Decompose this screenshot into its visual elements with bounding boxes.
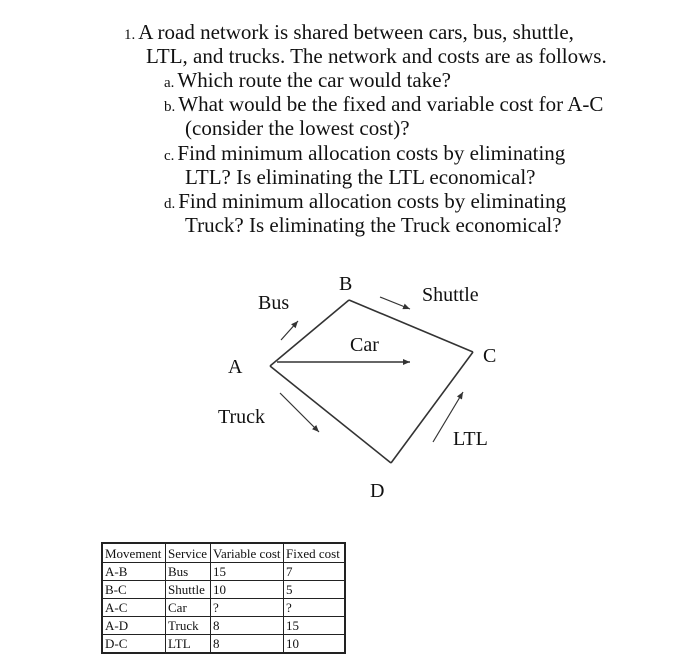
question-number: 1.	[124, 27, 136, 43]
table-header-row	[103, 544, 345, 563]
part-a-text: Which route the car would take?	[177, 68, 451, 92]
cell-service: Car	[166, 599, 211, 617]
part-d-text-1: Find minimum allocation costs by eliminating	[178, 189, 567, 213]
cell-fixed-cost: ?	[284, 599, 345, 617]
cell-movement: A-D	[103, 617, 166, 635]
header-fixed-cost: Fixed cost	[284, 544, 345, 563]
cell-movement: B-C	[103, 581, 166, 599]
part-d-text-2: Truck? Is eliminating the Truck economical?	[185, 213, 562, 237]
table-row	[103, 617, 345, 635]
cell-service: Truck	[166, 617, 211, 635]
part-c-text-2: LTL? Is eliminating the LTL economical?	[185, 165, 536, 189]
cell-fixed-cost: 10	[284, 635, 345, 653]
question-intro-2: LTL, and trucks. The network and costs are as follows.	[146, 44, 607, 68]
cell-fixed-cost: 15	[284, 617, 345, 635]
node-c-label: C	[483, 345, 497, 367]
ltl-label: LTL	[453, 428, 488, 450]
car-label: Car	[350, 334, 379, 356]
cell-movement: D-C	[103, 635, 166, 653]
table-row	[103, 581, 345, 599]
truck-label: Truck	[218, 406, 266, 428]
part-c-text-1: Find minimum allocation costs by eliminating	[177, 141, 566, 165]
part-d-letter: d.	[164, 196, 176, 212]
cost-table	[102, 543, 345, 653]
cell-service: Bus	[166, 563, 211, 581]
cell-fixed-cost: 5	[284, 581, 345, 599]
node-d-label: D	[370, 480, 385, 502]
cell-fixed-cost: 7	[284, 563, 345, 581]
truck-arrow	[280, 393, 319, 432]
node-b-label: B	[339, 273, 353, 295]
cell-movement: A-C	[103, 599, 166, 617]
cell-variable-cost: 8	[211, 635, 284, 653]
table-row	[103, 563, 345, 581]
edge-a-d	[270, 366, 391, 463]
header-movement: Movement	[103, 544, 166, 563]
bus-label: Bus	[258, 292, 290, 314]
part-a-letter: a.	[164, 75, 175, 91]
node-a-label: A	[228, 356, 243, 378]
header-service: Service	[166, 544, 211, 563]
cell-variable-cost: 10	[211, 581, 284, 599]
header-variable-cost: Variable cost	[211, 544, 284, 563]
shuttle-arrow	[380, 297, 410, 309]
table-row	[103, 635, 345, 653]
shuttle-label: Shuttle	[422, 284, 479, 306]
cell-service: Shuttle	[166, 581, 211, 599]
cell-movement: A-B	[103, 563, 166, 581]
part-c-letter: c.	[164, 148, 175, 164]
part-b-text-2: (consider the lowest cost)?	[185, 116, 410, 140]
bus-arrow	[281, 321, 298, 340]
cell-variable-cost: ?	[211, 599, 284, 617]
part-b-text-1: What would be the fixed and variable cost for A-C	[178, 92, 604, 116]
part-b-letter: b.	[164, 99, 176, 115]
question-intro-1: A road network is shared between cars, bus, shuttle,	[138, 20, 574, 44]
table-row	[103, 599, 345, 617]
cell-service: LTL	[166, 635, 211, 653]
cell-variable-cost: 8	[211, 617, 284, 635]
cell-variable-cost: 15	[211, 563, 284, 581]
